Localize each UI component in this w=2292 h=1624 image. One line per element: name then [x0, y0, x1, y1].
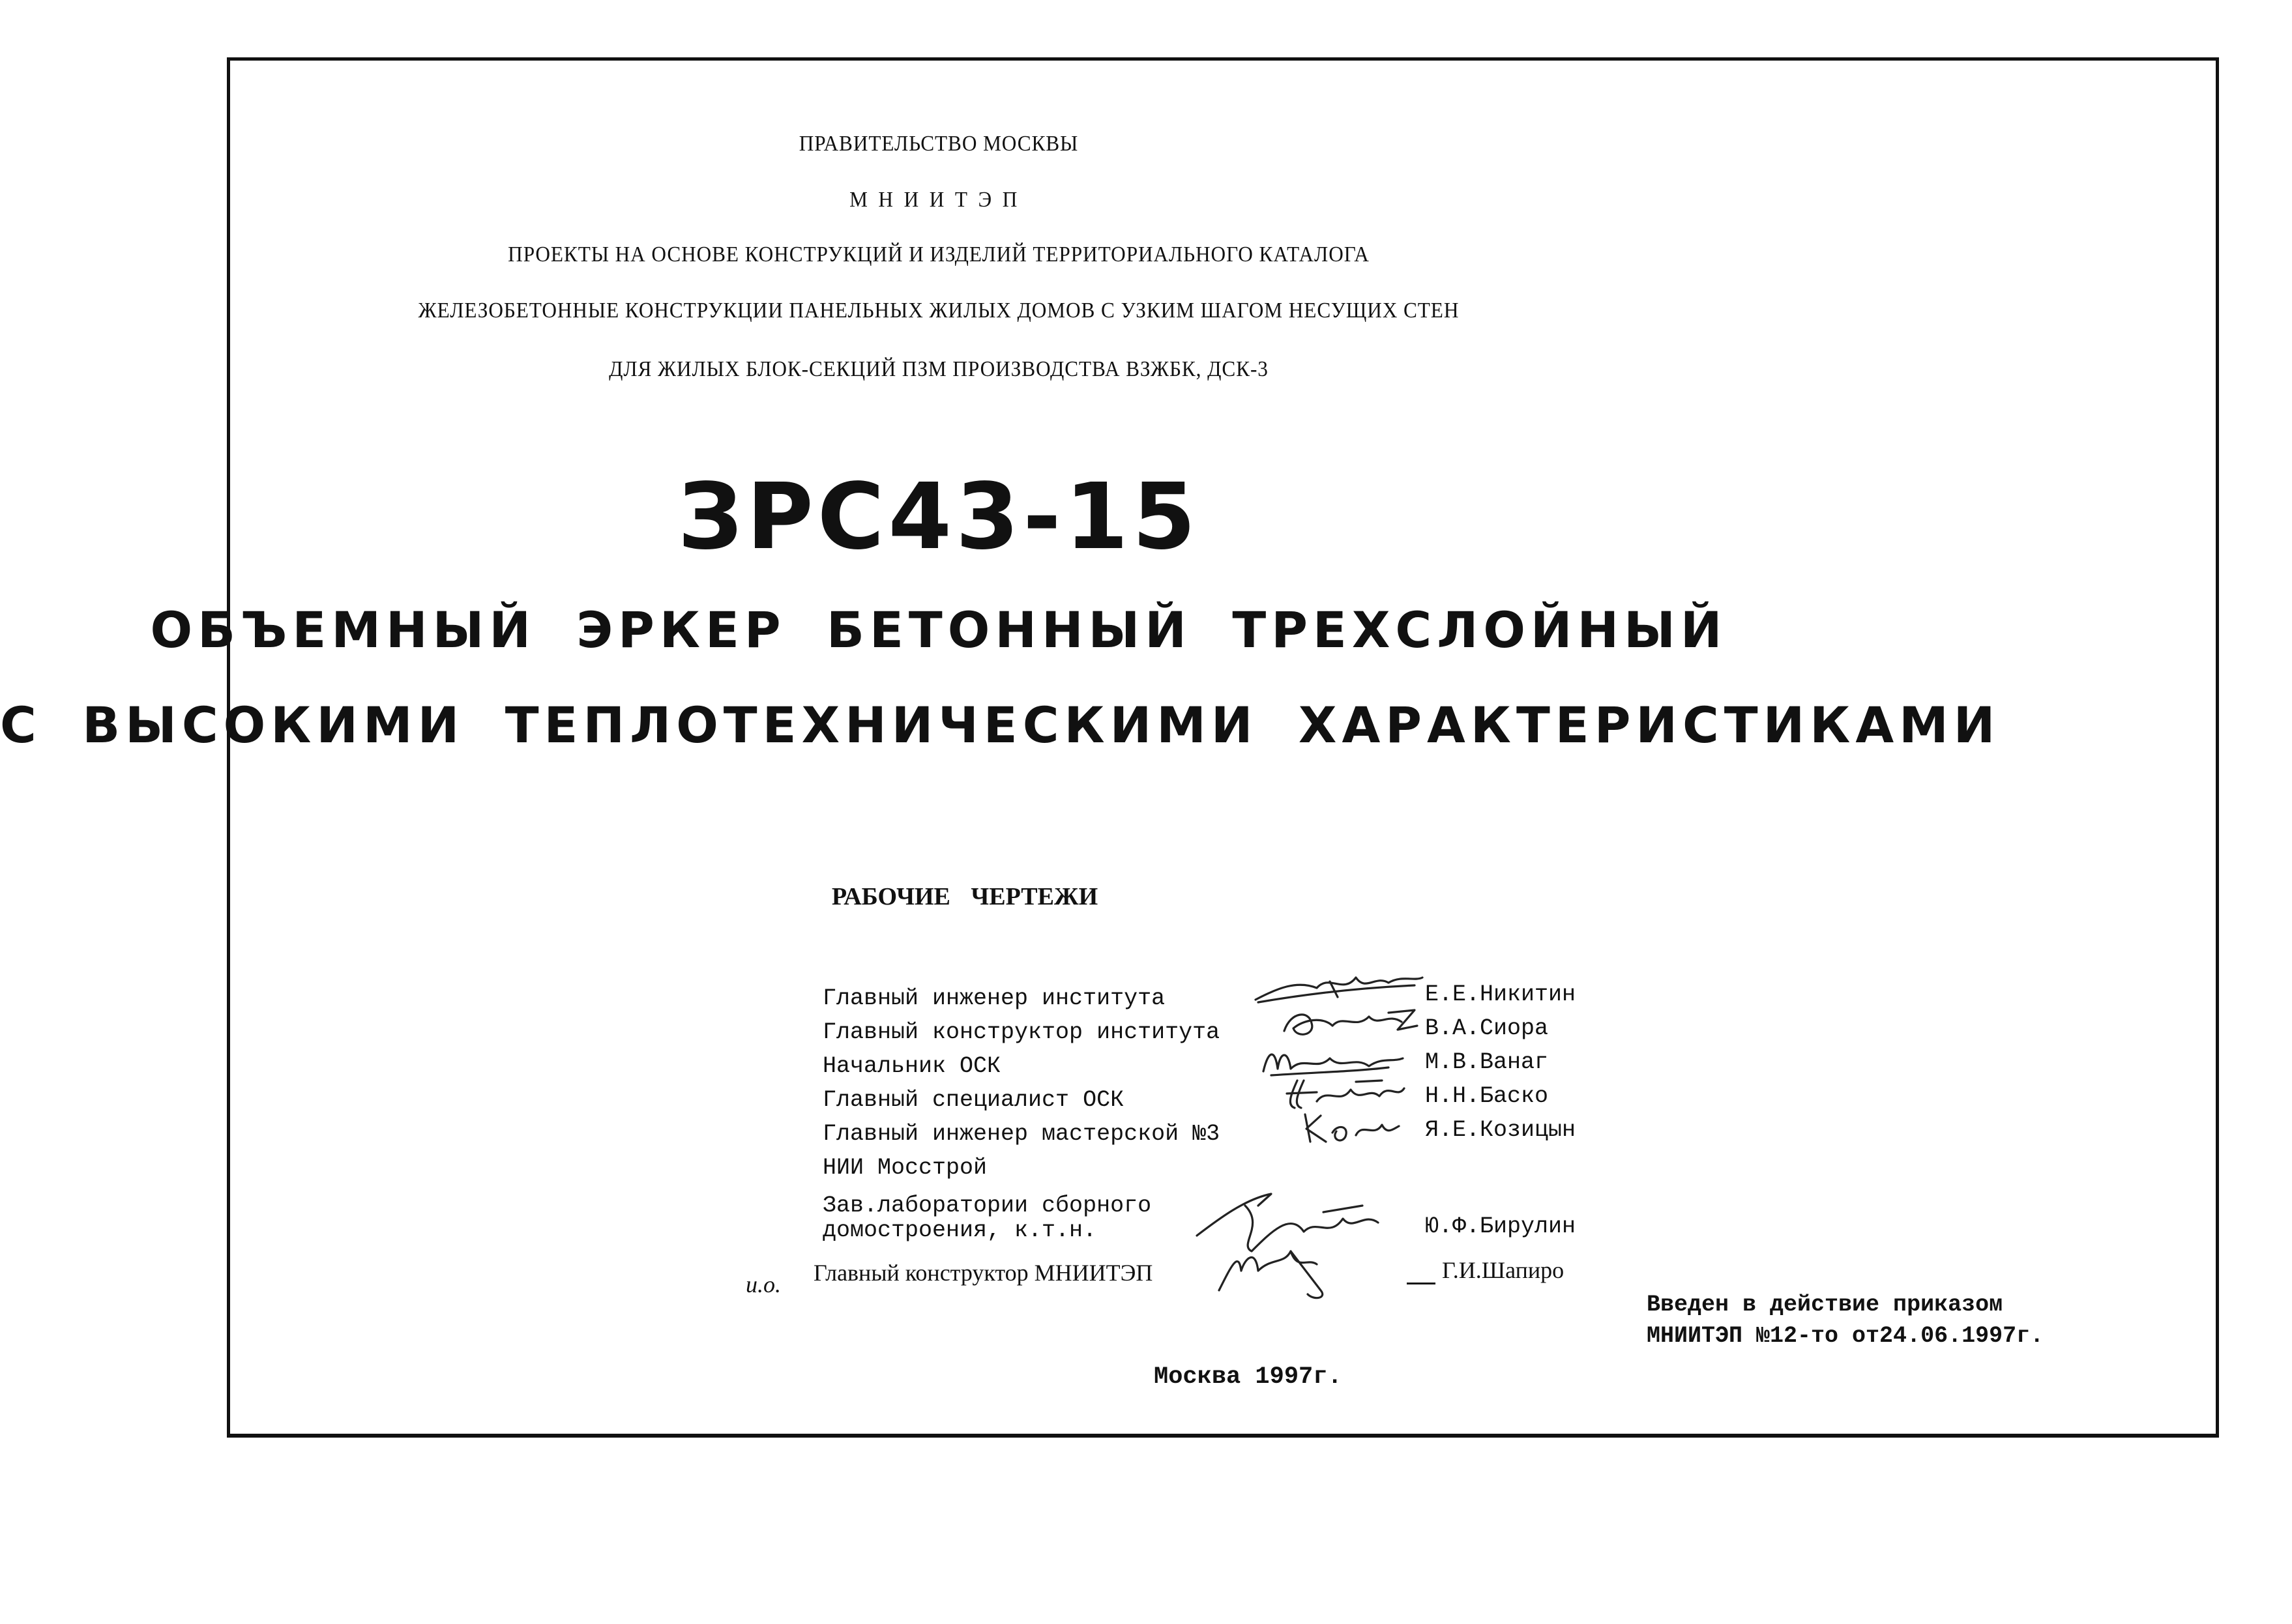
city-year: Москва 1997г.: [1154, 1363, 1342, 1391]
document-type: РАБОЧИЕ ЧЕРТЕЖИ: [831, 883, 1098, 910]
signature-vanag: [1258, 1043, 1408, 1079]
signatory-name: Н.Н.Баско: [1425, 1083, 1549, 1109]
structures-line: ЖЕЛЕЗОБЕТОННЫЕ КОНСТРУКЦИИ ПАНЕЛЬНЫХ ЖИЛЫХ ДОМОВ С УЗКИМ ШАГОМ НЕСУЩИХ СТЕН: [418, 298, 1460, 323]
signatory-role: Зав.лаборатории сборного: [823, 1193, 1152, 1219]
signatory-name: Е.Е.Никитин: [1425, 981, 1576, 1008]
signatory-role: Главный конструктор МНИИТЭП: [814, 1260, 1153, 1286]
signature-basko: [1278, 1075, 1408, 1114]
signatory-role: Главный конструктор института: [823, 1019, 1220, 1045]
signatory-role: домостроения, к.т.н.: [823, 1217, 1097, 1243]
signatory-role: Начальник ОСК: [823, 1053, 1001, 1079]
signatory-name: Ю.Ф.Бирулин: [1425, 1213, 1576, 1240]
signatory-name: В.А.Сиора: [1425, 1015, 1549, 1041]
title-line-1: ОБЪЕМНЫЙ ЭРКЕР БЕТОННЫЙ ТРЕХСЛОЙНЫЙ: [150, 601, 1727, 659]
projects-line: ПРОЕКТЫ НА ОСНОВЕ КОНСТРУКЦИЙ И ИЗДЕЛИЙ ТЕРРИТОРИАЛЬНОГО КАТАЛОГА: [508, 242, 1370, 267]
signatory-name: Я.Е.Козицын: [1425, 1117, 1576, 1143]
signature-siora: [1278, 1004, 1421, 1041]
acting-prefix: и.о.: [746, 1271, 781, 1298]
title-line-2: С ВЫСОКИМИ ТЕПЛОТЕХНИЧЕСКИМИ ХАРАКТЕРИСТИКАМИ: [0, 696, 2001, 754]
signatory-name: М.В.Ванаг: [1425, 1049, 1549, 1075]
signatory-role: НИИ Мосстрой: [823, 1155, 988, 1181]
signature-birulin-shapiro: [1193, 1186, 1441, 1303]
signature-nikitin: [1252, 968, 1428, 1008]
signature-kozitsyn: [1297, 1109, 1402, 1148]
signatory-name: Г.И.Шапиро: [1442, 1257, 1565, 1283]
sections-line: ДЛЯ ЖИЛЫХ БЛОК-СЕКЦИЙ ПЗМ ПРОИЗВОДСТВА ВЗЖБК, ДСК-3: [609, 357, 1269, 381]
document-code: ЗРС43-15: [677, 464, 1200, 570]
decree-line-2: МНИИТЭП №12-то от24.06.1997г.: [1647, 1323, 2044, 1349]
government-line: ПРАВИТЕЛЬСТВО МОСКВЫ: [799, 132, 1079, 156]
signatory-role: Главный инженер института: [823, 985, 1166, 1011]
signatory-role: Главный инженер мастерской №3: [823, 1121, 1220, 1147]
signatory-role: Главный специалист ОСК: [823, 1087, 1124, 1113]
organization-line: МНИИТЭП: [849, 188, 1028, 212]
decree-line-1: Введен в действие приказом: [1647, 1292, 2003, 1318]
